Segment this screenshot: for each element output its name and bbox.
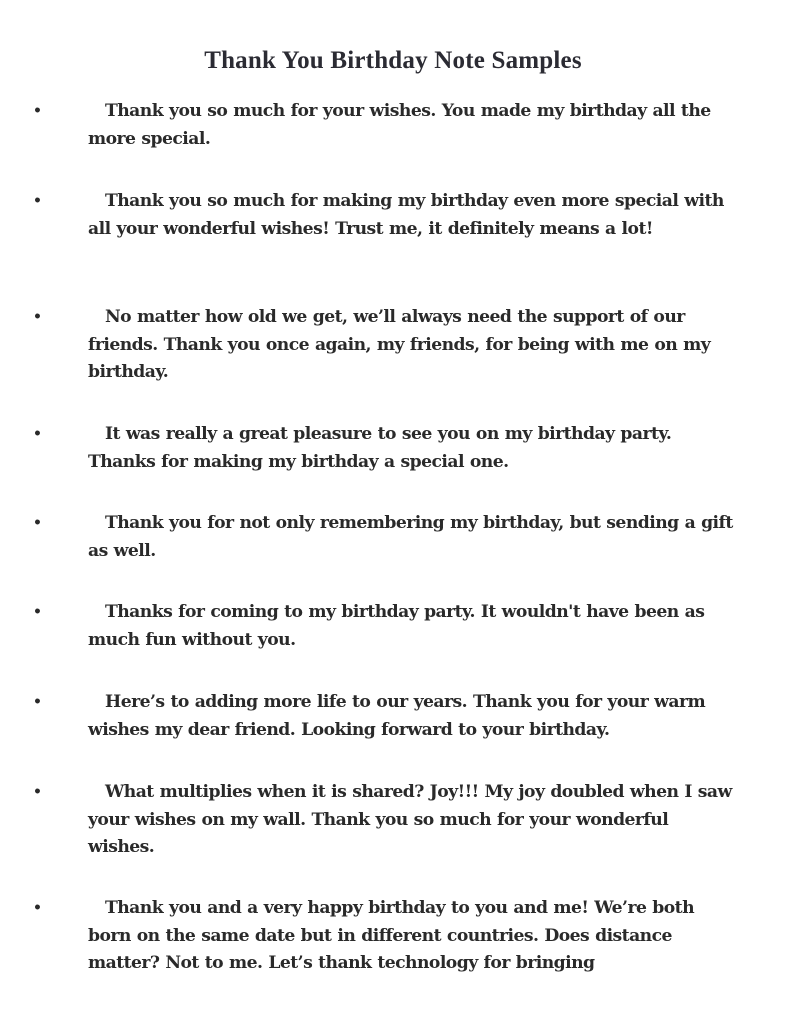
bullet-icon: • — [33, 604, 42, 620]
note-text: Here’s to adding more life to our years. Thank you for your warm wishes my dear friend. Looking forward to your birthday. — [88, 692, 706, 740]
bullet-icon: • — [33, 515, 42, 531]
page-title: Thank You Birthday Note Samples — [204, 46, 582, 74]
note-text: Thank you and a very happy birthday to you and me! We’re both born on the same date but in different countries. Does distance matter? Not to me. Let’s thank technology for bringing — [88, 898, 695, 973]
bullet-icon: • — [33, 784, 42, 800]
bullet-icon: • — [33, 900, 42, 916]
bullet-icon: • — [33, 426, 42, 442]
bullet-icon: • — [33, 694, 42, 710]
note-text: Thanks for coming to my birthday party. It wouldn't have been as much fun without you. — [88, 602, 705, 650]
note-text: Thank you so much for making my birthday even more special with all your wonderful wishes! Trust me, it definitely means a lot! — [88, 191, 724, 239]
note-text: No matter how old we get, we’ll always need the support of our friends. Thank you once again, my friends, for being with me on my birthday. — [88, 307, 711, 382]
bullet-icon: • — [33, 103, 42, 119]
bullet-icon: • — [33, 309, 42, 325]
note-text: Thank you so much for your wishes. You made my birthday all the more special. — [88, 101, 711, 149]
note-text: Thank you for not only remembering my birthday, but sending a gift as well. — [88, 513, 733, 561]
note-text: It was really a great pleasure to see you on my birthday party. Thanks for making my birthday a special one. — [88, 424, 672, 472]
bullet-icon: • — [33, 193, 42, 209]
note-text: What multiplies when it is shared? Joy!!! My joy doubled when I saw your wishes on my wall. Thank you so much for your wonderful wishes. — [88, 782, 732, 857]
